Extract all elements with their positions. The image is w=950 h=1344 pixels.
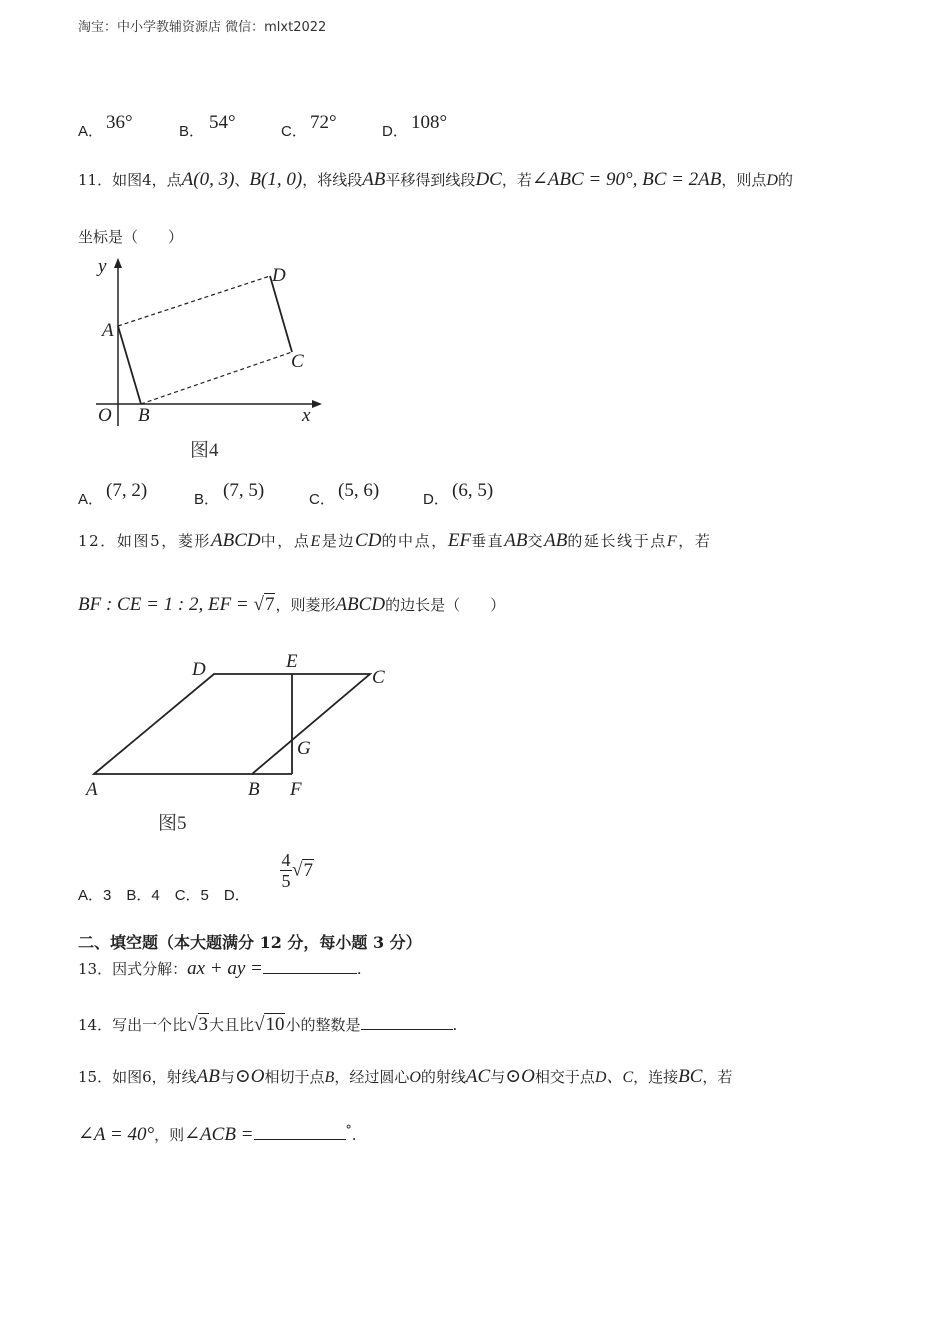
- q15-degree: °: [345, 1122, 352, 1137]
- q12-text7: ，若: [678, 532, 712, 550]
- q15-text1: 与: [219, 1068, 235, 1086]
- q12-text8: ，则菱形: [275, 596, 336, 614]
- fig5-label-c: C: [372, 667, 385, 688]
- q12-condition: BF : CE = 1 : 2, EF =: [78, 594, 254, 615]
- fig5-label-e: E: [286, 651, 298, 672]
- q10-option-d-value: 108°: [411, 112, 448, 133]
- q15-text9: ，则: [154, 1126, 185, 1144]
- fig4-segment-ab: [118, 326, 141, 404]
- q12-text2: 是边: [321, 532, 356, 550]
- section-title: 二、填空题（本大题满分 12 分，每小题 3 分）: [78, 933, 422, 952]
- q12-text1: 中，点: [260, 532, 311, 550]
- q12-text9: 的边长是（ ）: [385, 596, 506, 614]
- q15-text5: 与: [490, 1068, 506, 1086]
- fig4-caption: 图4: [190, 440, 219, 461]
- q15-b: B: [324, 1069, 335, 1086]
- q15-bc: BC: [678, 1066, 703, 1087]
- fig4-label-o: O: [98, 405, 112, 426]
- q14-answer-blank[interactable]: [361, 1015, 453, 1030]
- q10-option-a-value: 36°: [106, 112, 133, 133]
- q12-option-d-fraction: [280, 850, 292, 891]
- q11-condition: ∠ABC = 90°, BC = 2AB: [531, 169, 722, 190]
- fig4-dashed-bc: [141, 352, 292, 404]
- fig4-label-x: x: [302, 405, 311, 426]
- q12-text5: 交: [527, 532, 545, 550]
- q12-options: [78, 884, 250, 905]
- fig4-label-b: B: [138, 405, 150, 426]
- q11-option-b-label: B．: [194, 491, 220, 508]
- fig5-rhombus: [94, 674, 370, 774]
- q11-text1: ，将线段: [302, 171, 363, 189]
- q12-ab2: AB: [544, 530, 568, 551]
- q13-expression: ax + ay =: [187, 958, 263, 979]
- q11-sep: 、: [234, 171, 250, 189]
- q15-dc: D、C: [594, 1069, 634, 1086]
- q11-text5: 的: [777, 171, 793, 189]
- q10-option-d-label: D．: [382, 123, 408, 140]
- page-header: 淘宝：中小学教辅资源店 微信：mlxt2022: [78, 20, 327, 35]
- fig4-label-y: y: [98, 256, 107, 277]
- q15-stem: [78, 1064, 732, 1088]
- q11-option-a-value: (7, 2): [106, 480, 148, 501]
- q11-option-d-label: D．: [423, 491, 449, 508]
- figure-4: [86, 254, 326, 464]
- q10-option-c-value: 72°: [310, 112, 337, 133]
- q10-option-b-label: B．: [179, 123, 205, 140]
- q13: [78, 958, 362, 980]
- fig4-x-arrow: [312, 400, 322, 408]
- q13-suffix: .: [356, 960, 362, 978]
- q12-option-d-numerator: 4: [281, 850, 291, 870]
- q12-cd: CD: [355, 530, 382, 551]
- q12-option-d-denominator: 5: [281, 871, 291, 891]
- q12-sqrt: √7: [253, 594, 275, 615]
- q15-text6: 相交于点: [534, 1068, 595, 1086]
- q14-mid: 大且比: [209, 1016, 255, 1034]
- q12-ab1: AB: [504, 530, 528, 551]
- q12-abcd2: ABCD: [335, 594, 386, 615]
- q11-option-c-value: (5, 6): [338, 480, 380, 501]
- fig5-label-b: B: [248, 779, 260, 800]
- q14-suffix: .: [452, 1016, 458, 1034]
- q12-option-d-radicand: 7: [303, 859, 313, 881]
- q12-radicand: 7: [264, 594, 275, 615]
- q13-prefix: 13．因式分解：: [78, 960, 188, 978]
- q11-option-c-label: C．: [309, 491, 335, 508]
- q12-e: E: [310, 533, 322, 550]
- q15-prefix: 15．如图6，射线: [78, 1068, 197, 1086]
- q14-prefix: 14．写出一个比: [78, 1016, 188, 1034]
- fig5-caption: 图5: [158, 813, 187, 834]
- fig4-label-a: A: [102, 320, 114, 341]
- q12-abcd: ABCD: [211, 530, 261, 551]
- q15-text4: 的射线: [420, 1068, 466, 1086]
- q15-ac: AC: [465, 1066, 491, 1087]
- q10-option-b-value: 54°: [209, 112, 236, 133]
- fig5-label-d: D: [192, 659, 206, 680]
- q12-f: F: [666, 533, 679, 550]
- q11-stem-line2: 坐标是（ ）: [78, 228, 184, 246]
- q11-text2: 平移得到线段: [385, 171, 476, 189]
- q12-text3: 的中点，: [381, 532, 448, 550]
- fig4-dashed-ad: [118, 276, 270, 326]
- q15-text3: ，经过圆心: [334, 1068, 410, 1086]
- q11-d: D: [766, 172, 778, 189]
- q15-text7: ，连接: [633, 1068, 679, 1086]
- q12-prefix: 12．如图5，菱形: [78, 532, 212, 550]
- q15-answer-blank[interactable]: [254, 1125, 346, 1140]
- q15-circle-1: ⊙O: [234, 1066, 265, 1087]
- q11-option-d-value: (6, 5): [452, 480, 494, 501]
- fig4-label-d: D: [272, 265, 286, 286]
- q15-ask: ∠ACB =: [184, 1124, 254, 1145]
- q11-dc: DC: [475, 169, 502, 190]
- q13-answer-blank[interactable]: [263, 959, 357, 974]
- q11-text4: ，则点: [721, 171, 767, 189]
- q15-text2: 相切于点: [264, 1068, 325, 1086]
- q14-radicand-1: 3: [198, 1014, 209, 1035]
- fig4-y-arrow: [114, 258, 122, 268]
- fig4-segment-dc: [270, 276, 292, 352]
- q14-text: 小的整数是: [285, 1016, 361, 1034]
- fig5-label-g: G: [297, 738, 311, 759]
- fig5-label-f: F: [290, 779, 302, 800]
- q12-options-text: A．3 B．4 C．5 D．: [78, 887, 250, 904]
- q15-text8: ，若: [702, 1068, 733, 1086]
- fig5-label-a: A: [86, 779, 98, 800]
- q12-stem: [78, 530, 712, 552]
- q11-point-b: B(1, 0): [249, 169, 303, 190]
- q14: [78, 1014, 457, 1036]
- q15-circle-2: ⊙O: [505, 1066, 535, 1087]
- q11-text3: ，若: [501, 171, 532, 189]
- q15-o: O: [409, 1069, 421, 1086]
- q10-option-c-label: C．: [281, 123, 307, 140]
- q12-ef: EF: [447, 530, 472, 551]
- q14-sqrt3: √3: [187, 1014, 209, 1035]
- q12-text4: 垂直: [471, 532, 505, 550]
- q12-stem-line2: [78, 594, 505, 616]
- q11-stem: [78, 168, 793, 191]
- q12-option-d-sqrt: √7: [292, 859, 313, 881]
- q14-radicand-2: 10: [265, 1014, 285, 1035]
- q11-option-b-value: (7, 5): [223, 480, 265, 501]
- q10-option-a-label: A．: [78, 123, 104, 140]
- q11-ab: AB: [362, 169, 386, 190]
- q11-option-a-label: A．: [78, 491, 104, 508]
- q12-option-d-value: [280, 850, 314, 891]
- q11-prefix: 11．如图4，点: [78, 171, 182, 189]
- q14-sqrt10: √10: [254, 1014, 285, 1035]
- q11-point-a: A(0, 3): [181, 169, 235, 190]
- q15-stem-line2: [78, 1122, 357, 1146]
- q15-angle: ∠A = 40°: [78, 1124, 155, 1145]
- q15-ab: AB: [196, 1066, 220, 1087]
- figure-5: [80, 648, 400, 838]
- q15-suffix: .: [351, 1126, 357, 1144]
- q12-text6: 的延长线于点: [567, 532, 667, 550]
- fig4-label-c: C: [291, 351, 304, 372]
